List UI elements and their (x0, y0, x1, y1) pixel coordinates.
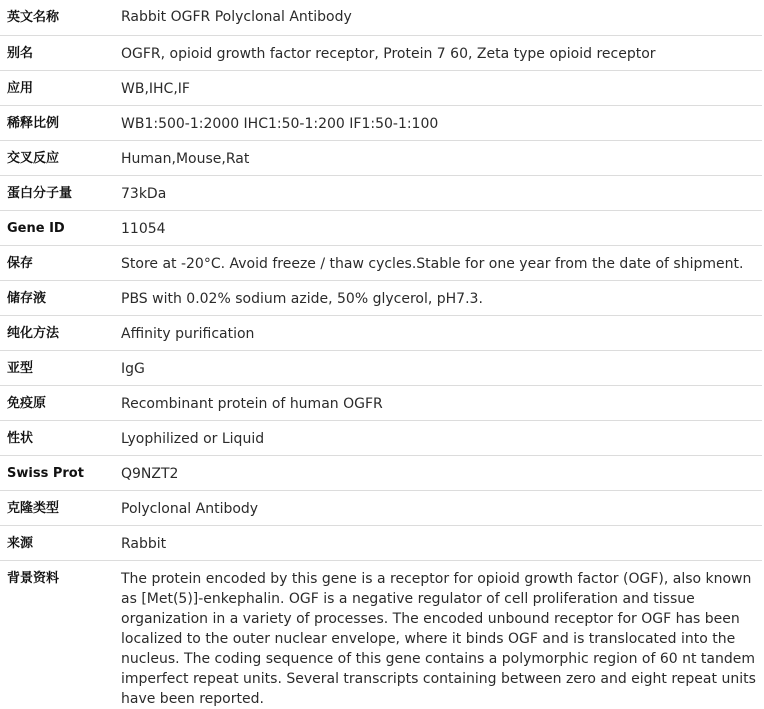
row-background (0, 560, 762, 709)
row-cross-reactivity (0, 140, 762, 175)
row-value: 73kDa (113, 175, 762, 210)
row-label: 英文名称 (0, 0, 113, 35)
row-label: 保存 (0, 245, 113, 280)
row-label: 来源 (0, 525, 113, 560)
row-value: The protein encoded by this gene is a receptor for opioid growth factor (OGF), also known as [Met(5)]-enkephalin. OGF is a negative regulator of cell proliferation and tissue organization in a variety of processes. The encoded unbound receptor for OGF has been localized to the outer nuclear envelope, where it binds OGF and is translocated into the nucleus. The coding sequence of this gene contains a polymorphic region of 60 nt tandem imperfect repeat units. Several transcripts containing between zero and eight repeat units have been reported. (121, 570, 756, 707)
row-value: Q9NZT2 (113, 455, 762, 490)
row-label: 克隆类型 (0, 490, 113, 525)
row-label: 应用 (0, 70, 113, 105)
row-value: Affinity purification (113, 315, 762, 350)
row-value: PBS with 0.02% sodium azide, 50% glycerol, pH7.3. (113, 280, 762, 315)
row-alias (0, 35, 762, 70)
row-label: Swiss Prot (0, 455, 113, 490)
row-label: 性状 (0, 420, 113, 455)
row-label: 储存液 (0, 280, 113, 315)
row-value: Rabbit OGFR Polyclonal Antibody (113, 0, 762, 35)
row-clonality (0, 490, 762, 525)
row-application (0, 70, 762, 105)
row-label: 免疫原 (0, 385, 113, 420)
row-dilution (0, 105, 762, 140)
row-purification (0, 315, 762, 350)
row-label: 蛋白分子量 (0, 175, 113, 210)
row-immunogen (0, 385, 762, 420)
row-value: Recombinant protein of human OGFR (113, 385, 762, 420)
row-label: 交叉反应 (0, 140, 113, 175)
row-english-name (0, 0, 762, 35)
row-label: Gene ID (0, 210, 113, 245)
row-storage (0, 245, 762, 280)
row-value: 11054 (113, 210, 762, 245)
row-value: WB,IHC,IF (113, 70, 762, 105)
row-form (0, 420, 762, 455)
row-value: OGFR, opioid growth factor receptor, Protein 7 60, Zeta type opioid receptor (113, 35, 762, 70)
row-value: Human,Mouse,Rat (113, 140, 762, 175)
row-value: WB1:500-1:2000 IHC1:50-1:200 IF1:50-1:100 (113, 105, 762, 140)
row-molecular-weight (0, 175, 762, 210)
row-label: 纯化方法 (0, 315, 113, 350)
row-value: Store at -20°C. Avoid freeze / thaw cycles.Stable for one year from the date of shipment. (113, 245, 762, 280)
row-storage-buffer (0, 280, 762, 315)
row-value: Polyclonal Antibody (113, 490, 762, 525)
row-isotype (0, 350, 762, 385)
row-label: 稀释比例 (0, 105, 113, 140)
row-swiss-prot (0, 455, 762, 490)
row-label: 背景资料 (7, 570, 60, 586)
row-value: Lyophilized or Liquid (113, 420, 762, 455)
row-label: 亚型 (0, 350, 113, 385)
row-label: 别名 (0, 35, 113, 70)
row-value: Rabbit (113, 525, 762, 560)
row-value: IgG (113, 350, 762, 385)
row-gene-id (0, 210, 762, 245)
row-host (0, 525, 762, 560)
